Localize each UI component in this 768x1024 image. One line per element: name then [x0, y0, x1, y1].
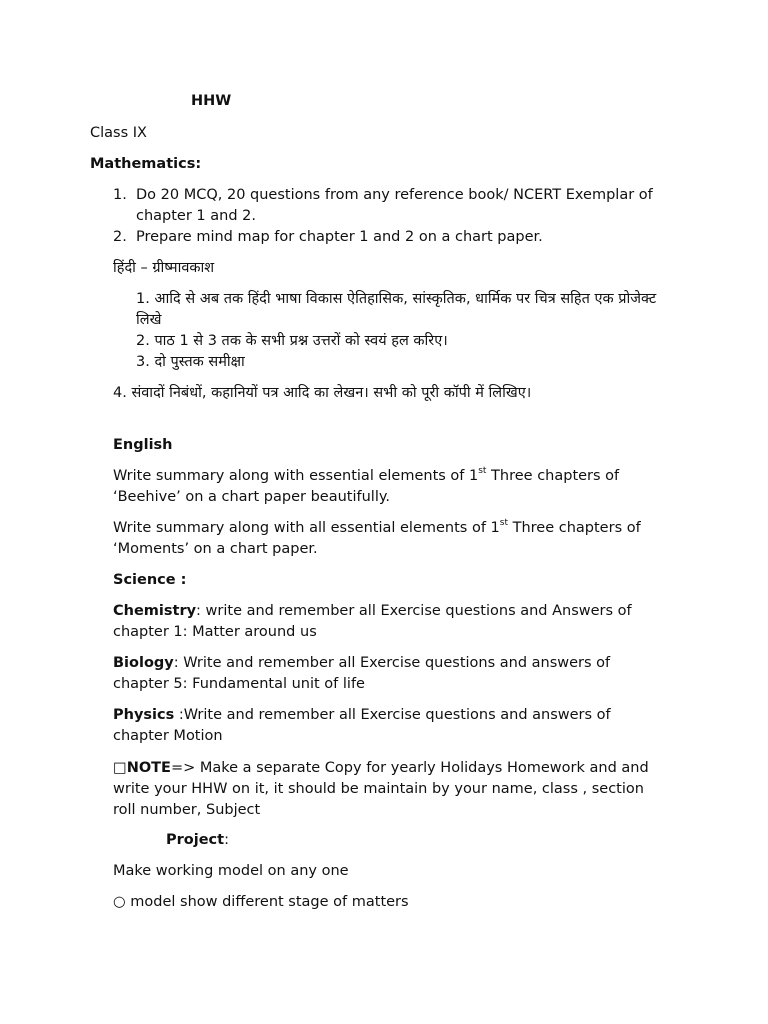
chemistry-line-1: Chemistry: write and remember all Exercise questions and Answers of	[113, 603, 632, 619]
note-marker-icon: □	[113, 760, 127, 776]
note-label: NOTE	[126, 760, 171, 776]
english-heading: English	[113, 437, 173, 453]
note-line-3: roll number, Subject	[113, 802, 261, 818]
chemistry-line-2: chapter 1: Matter around us	[113, 624, 317, 640]
chemistry-label: Chemistry	[113, 603, 197, 619]
english-para-1-line-2: ‘Beehive’ on a chart paper beautifully.	[113, 489, 390, 505]
note-line-2: write your HHW on it, it should be maintain by your name, class , section	[113, 781, 644, 797]
hindi-item-2: 2. पाठ 1 से 3 तक के सभी प्रश्न उत्तरों को स्वयं हल करिए।	[136, 333, 448, 349]
hindi-heading: हिंदी – ग्रीष्मावकाश	[113, 260, 215, 276]
note-line-1: □NOTE=> Make a separate Copy for yearly Holidays Homework and and	[113, 760, 649, 776]
project-intro: Make working model on any one	[113, 863, 349, 879]
english-para-2-line-2: ‘Moments’ on a chart paper.	[113, 541, 318, 557]
maths-item-1-num: 1.	[113, 187, 127, 203]
physics-line-1: Physics :Write and remember all Exercise questions and answers of	[113, 707, 611, 723]
project-heading: Project:	[166, 832, 229, 848]
maths-item-2-text: Prepare mind map for chapter 1 and 2 on a chart paper.	[136, 229, 543, 245]
maths-heading: Mathematics:	[90, 156, 202, 172]
science-heading: Science :	[113, 572, 187, 588]
project-item: ○ model show different stage of matters	[113, 894, 409, 910]
maths-item-2-num: 2.	[113, 229, 127, 245]
physics-label: Physics	[113, 707, 175, 723]
circle-bullet-icon: ○	[113, 894, 126, 910]
document-title: HHW	[191, 93, 232, 109]
biology-label: Biology	[113, 655, 174, 671]
hindi-item-3: 3. दो पुस्तक समीक्षा	[136, 354, 245, 370]
physics-line-2: chapter Motion	[113, 728, 223, 744]
hindi-item-4: 4. संवादों निबंधों, कहानियों पत्र आदि का लेखन। सभी को पूरी कॉपी में लिखिए।	[113, 385, 532, 401]
hindi-item-1: 1. आदि से अब तक हिंदी भाषा विकास ऐतिहासिक, सांस्कृतिक, धार्मिक पर चित्र सहित एक प्रोजेक्ट लिखे	[136, 291, 657, 328]
english-para-2-line-1: Write summary along with all essential elements of 1st Three chapters of	[113, 518, 641, 536]
biology-line-1: Biology: Write and remember all Exercise questions and answers of	[113, 655, 611, 671]
biology-line-2: chapter 5: Fundamental unit of life	[113, 676, 365, 692]
english-para-1-line-1: Write summary along with essential elements of 1st Three chapters of	[113, 466, 620, 484]
maths-item-1-text: Do 20 MCQ, 20 questions from any reference book/ NCERT Exemplar of chapter 1 and 2.	[136, 187, 653, 224]
class-label: Class IX	[90, 125, 147, 141]
